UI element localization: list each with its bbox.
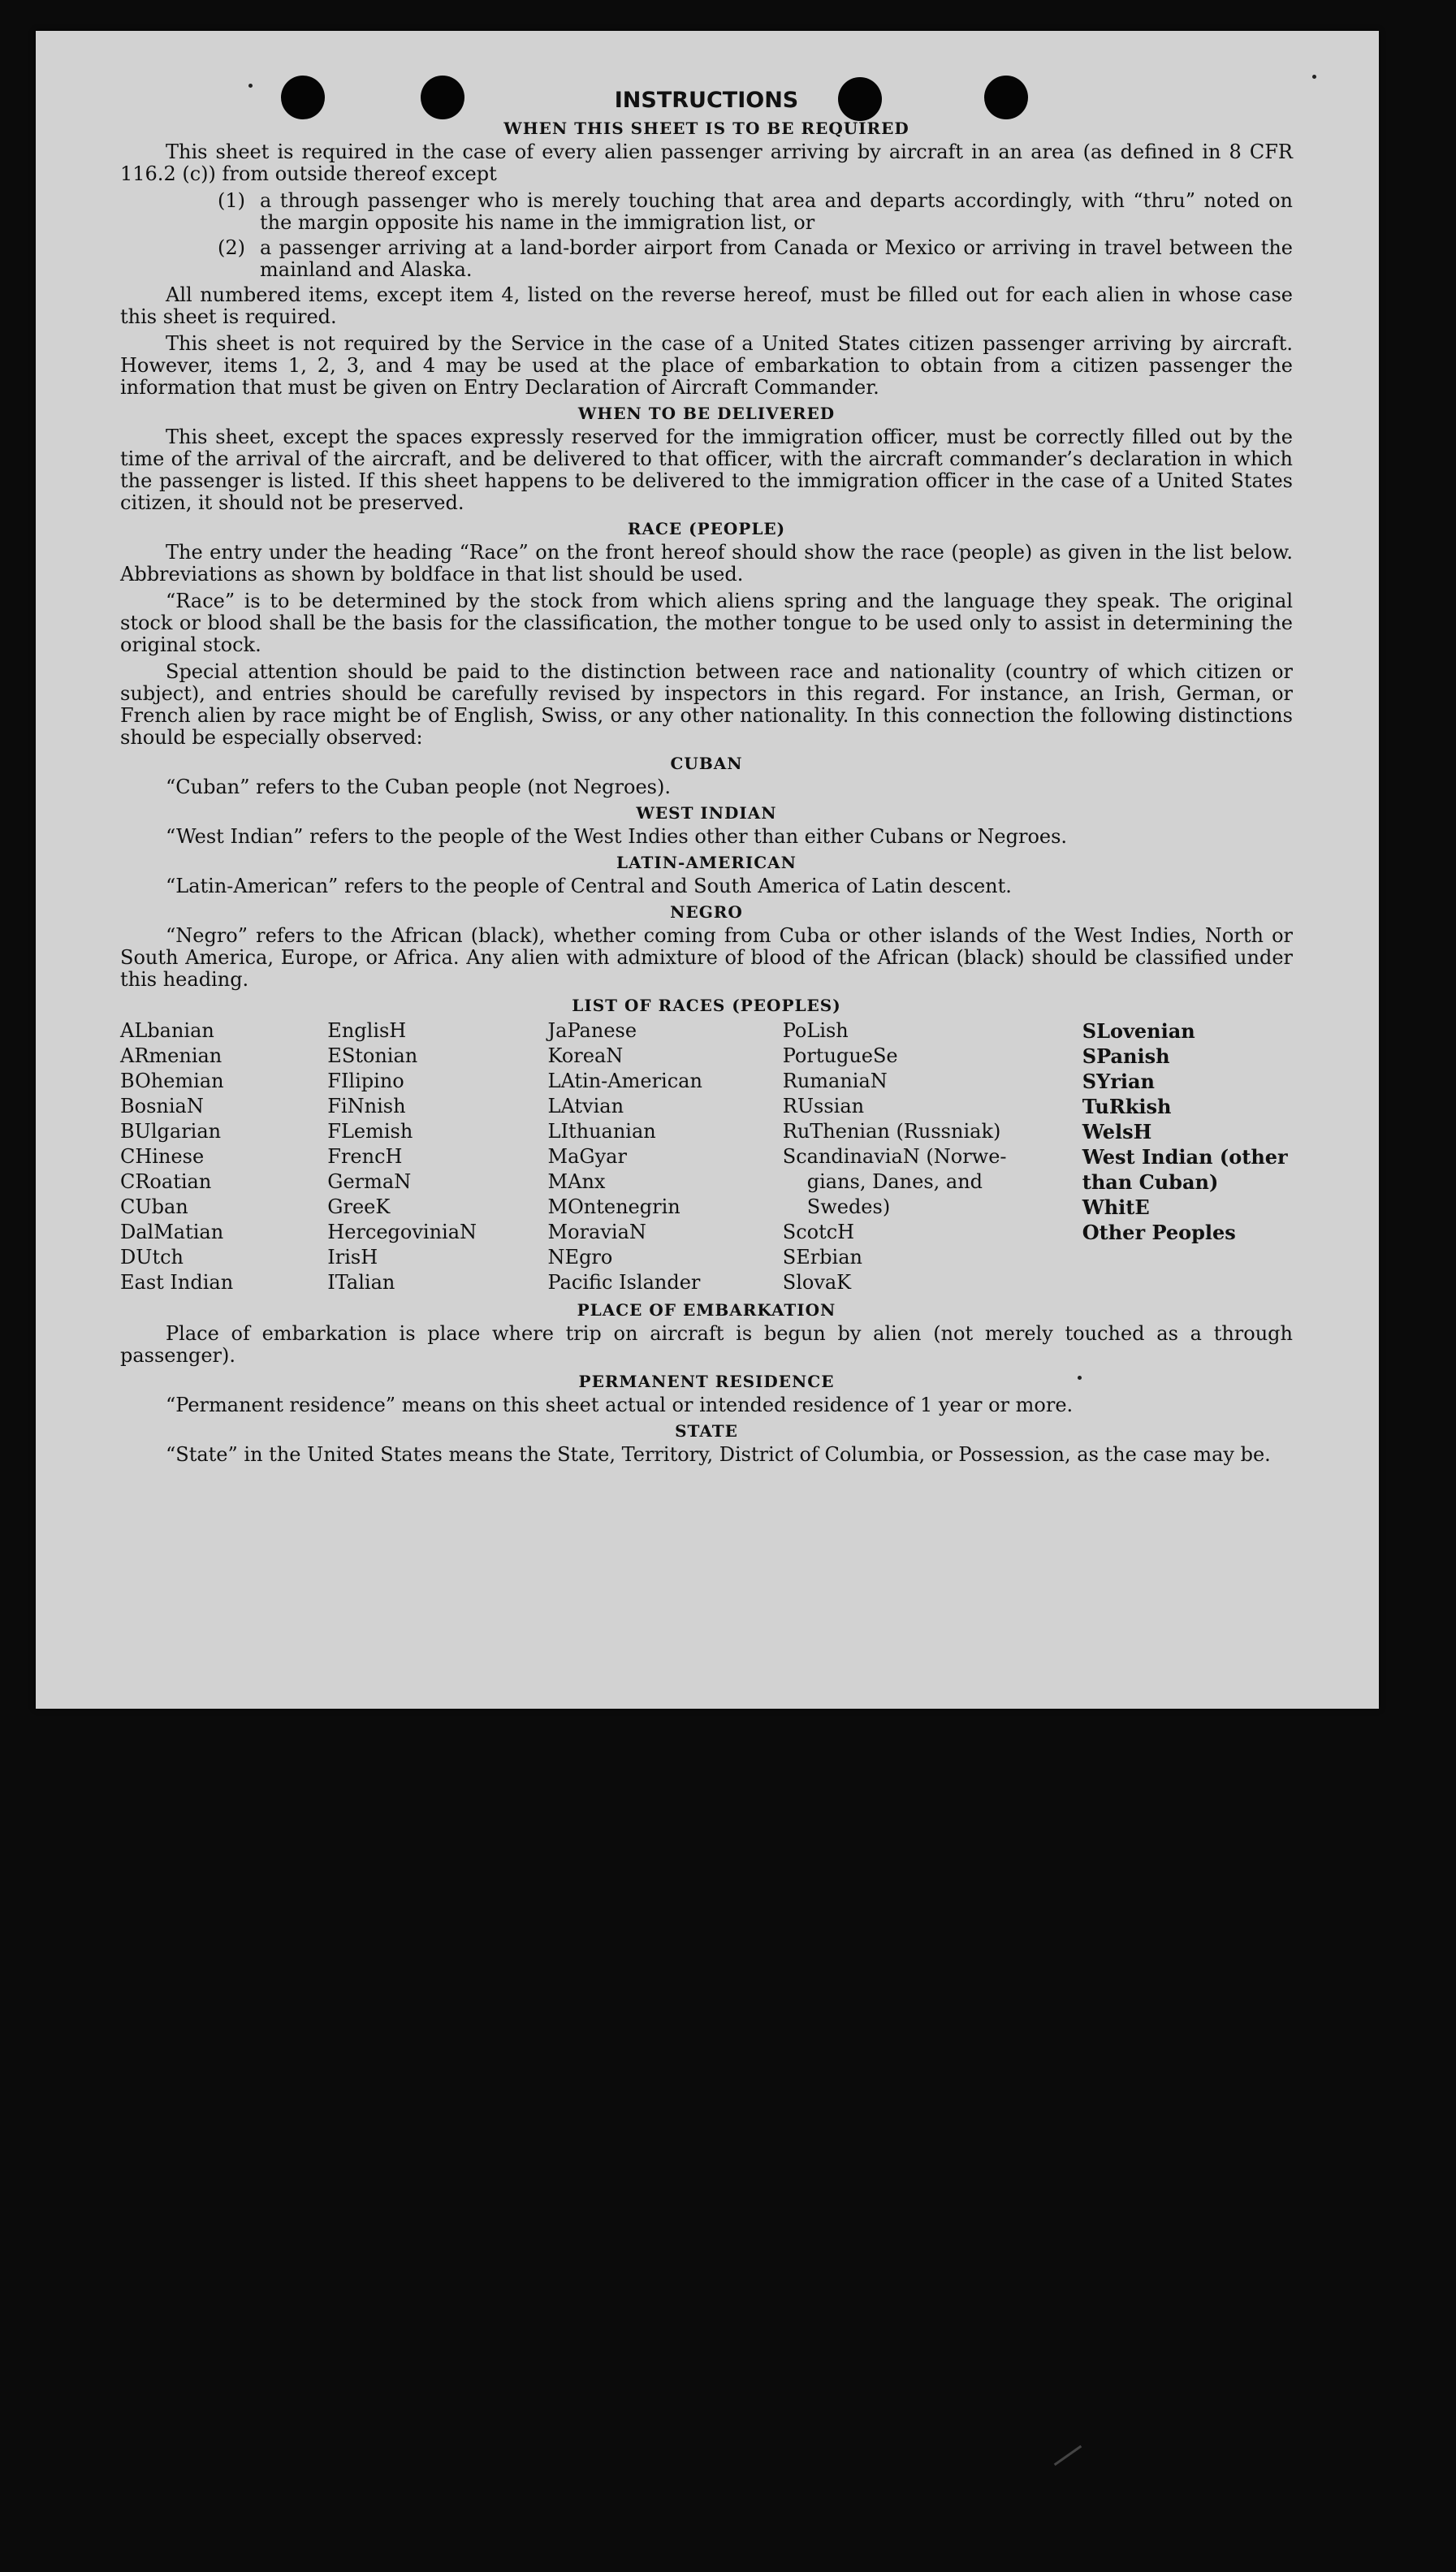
race-entry: RuThenian (Russniak): [782, 1120, 1001, 1143]
heading-negro: NEGRO: [670, 902, 743, 922]
race-entry: GreeK: [327, 1195, 391, 1218]
exception-item-1: [120, 190, 1293, 234]
race-entry: NEgro: [547, 1246, 613, 1269]
race-entry: HercegoviniaN: [327, 1221, 477, 1243]
race-entry: DalMatian: [120, 1221, 224, 1243]
document-page: [36, 31, 1379, 1709]
heading-west-indian: WEST INDIAN: [636, 803, 777, 823]
race-entry: FrencH: [327, 1145, 403, 1168]
item-text: a through passenger who is merely touching that area and departs accordingly, with “thru” noted on the margin opposite his name in the immigration list, or: [260, 189, 1293, 234]
heading-embarkation: PLACE OF EMBARKATION: [577, 1300, 836, 1320]
race-entry: LIthuanian: [547, 1120, 656, 1143]
race-entry: PortugueSe: [782, 1044, 898, 1067]
race-entry-continued: Swedes): [806, 1195, 891, 1218]
race-entry: FIlipino: [327, 1070, 404, 1092]
paragraph-west-indian: “West Indian” refers to the people of the West Indies other than either Cubans or Negroes.: [166, 825, 1068, 848]
race-entry: Pacific Islander: [547, 1271, 701, 1294]
race-entry: FiNnish: [327, 1095, 406, 1117]
race-entry: ARmenian: [120, 1044, 223, 1067]
race-entry: SLovenian: [1082, 1019, 1195, 1043]
heading-delivered: WHEN TO BE DELIVERED: [577, 404, 836, 423]
race-entry: SYrian: [1082, 1070, 1155, 1093]
paragraph-latin-american: “Latin-American” refers to the people of Central and South America of Latin descent.: [166, 875, 1012, 897]
paragraph-race-1: The entry under the heading “Race” on the front hereof should show the race (people) as given in the list below. Abbreviations as shown by boldface in that list should be used.: [120, 541, 1293, 586]
heading-list-of-races: LIST OF RACES (PEOPLES): [572, 996, 841, 1015]
heading-cuban: CUBAN: [670, 754, 743, 773]
races-column-5: [1082, 1018, 1293, 1295]
heading-latin-american: LATIN-AMERICAN: [616, 853, 797, 872]
race-entry: West Indian (other: [1082, 1145, 1288, 1169]
race-entry: ALbanian: [120, 1019, 214, 1042]
heading-state: STATE: [675, 1421, 738, 1441]
races-column-4: [783, 1018, 1082, 1295]
paragraph-required-intro: This sheet is required in the case of every alien passenger arriving by aircraft in an area (as defined in 8 CFR 116.2 (c)) from outside thereof except: [120, 140, 1293, 185]
race-entry: RumaniaN: [782, 1070, 888, 1092]
race-entry: GermaN: [327, 1170, 412, 1193]
race-entry: PoLish: [782, 1019, 849, 1042]
page-title: INSTRUCTIONS: [614, 88, 799, 113]
paragraph-permanent-residence: “Permanent residence” means on this sheet actual or intended residence of 1 year or more.: [166, 1394, 1074, 1416]
race-entry: TuRkish: [1082, 1095, 1172, 1118]
exception-item-2: [120, 237, 1293, 281]
paragraph-race-2: “Race” is to be determined by the stock from which aliens spring and the language they speak. The original stock or blood shall be the basis for the classification, the mother tongue to be used only to assist in determining the original stock.: [120, 590, 1293, 656]
heading-race: RACE (PEOPLE): [627, 519, 786, 538]
paragraph-citizen: This sheet is not required by the Service in the case of a United States citizen passenger arriving by aircraft. However, items 1, 2, 3, and 4 may be used at the place of embarkation to obtain from a citizen passenger the information that must be given on Entry Declaration of Aircraft Commander.: [120, 332, 1293, 399]
race-entry: East Indian: [120, 1271, 234, 1294]
race-entry: MAnx: [547, 1170, 606, 1193]
paragraph-cuban: “Cuban” refers to the Cuban people (not Negroes).: [166, 776, 671, 798]
race-entry: RUssian: [782, 1095, 865, 1117]
race-entry: DUtch: [120, 1246, 184, 1269]
item-number: (1): [218, 189, 245, 212]
paragraph-embarkation: Place of embarkation is place where trip on aircraft is begun by alien (not merely touched as a through passenger).: [120, 1322, 1293, 1367]
race-entry: LAtvian: [547, 1095, 624, 1117]
races-column-1: [120, 1018, 327, 1295]
race-entry: WelsH: [1082, 1120, 1152, 1143]
races-column-2: [327, 1018, 547, 1295]
race-entry: BOhemian: [120, 1070, 224, 1092]
races-column-3: [548, 1018, 783, 1295]
race-entry: ITalian: [327, 1271, 395, 1294]
race-entry: SlovaK: [782, 1271, 852, 1294]
race-entry: CRoatian: [120, 1170, 212, 1193]
paragraph-numbered-items: All numbered items, except item 4, listed on the reverse hereof, must be filled out for each alien in whose case this sheet is required.: [120, 283, 1293, 328]
race-entry: CHinese: [120, 1145, 205, 1168]
race-entry: Other Peoples: [1082, 1221, 1236, 1244]
item-text: a passenger arriving at a land-border airport from Canada or Mexico or arriving in travel between the mainland and Alaska.: [260, 236, 1293, 281]
race-entry: IrisH: [327, 1246, 378, 1269]
race-entry: EnglisH: [327, 1019, 407, 1042]
paragraph-negro: “Negro” refers to the African (black), whether coming from Cuba or other islands of the West Indies, North or South America, Europe, or Africa. Any alien with admixture of blood of the African (black) should be classified under this heading.: [120, 924, 1293, 991]
race-entry: SPanish: [1082, 1044, 1170, 1068]
race-entry: JaPanese: [547, 1019, 637, 1042]
race-entry: ScotcH: [782, 1221, 855, 1243]
race-entry: EStonian: [327, 1044, 418, 1067]
heading-permanent-residence: PERMANENT RESIDENCE: [578, 1372, 835, 1391]
speck: [1312, 75, 1316, 79]
races-list: [120, 1018, 1293, 1295]
race-entry: LAtin-American: [547, 1070, 702, 1092]
race-entry: WhitE: [1082, 1195, 1150, 1219]
scan-mark: [1054, 2445, 1082, 2466]
race-entry: FLemish: [327, 1120, 413, 1143]
race-entry: KoreaN: [547, 1044, 624, 1067]
race-entry: BUlgarian: [120, 1120, 222, 1143]
instructions-content: [120, 88, 1293, 1471]
race-entry: CUban: [120, 1195, 188, 1218]
race-entry: MoraviaN: [547, 1221, 646, 1243]
paragraph-state: “State” in the United States means the State, Territory, District of Columbia, or Possession, as the case may be.: [166, 1443, 1271, 1466]
race-entry-continued: than Cuban): [1082, 1170, 1219, 1194]
race-entry: BosniaN: [120, 1095, 204, 1117]
race-entry: ScandinaviaN (Norwe-: [782, 1145, 1007, 1168]
item-number: (2): [218, 236, 245, 259]
paragraph-delivered: This sheet, except the spaces expressly reserved for the immigration officer, must be correctly filled out by the time of the arrival of the aircraft, and be delivered to that officer, with the aircraft commander’s declaration in which the passenger is listed. If this sheet happens to be delivered to the immigration officer in the case of a United States citizen, it should not be preserved.: [120, 426, 1293, 514]
race-entry-continued: gians, Danes, and: [806, 1170, 983, 1193]
heading-required: WHEN THIS SHEET IS TO BE REQUIRED: [503, 119, 909, 138]
paragraph-race-3: Special attention should be paid to the distinction between race and nationality (country of which citizen or subject), and entries should be carefully revised by inspectors in this regard. For instance, an Irish, German, or French alien by race might be of English, Swiss, or any other nationality. In this connection the following distinctions should be especially observed:: [120, 660, 1293, 749]
race-entry: MaGyar: [547, 1145, 627, 1168]
race-entry: SErbian: [782, 1246, 862, 1269]
race-entry: MOntenegrin: [547, 1195, 680, 1218]
